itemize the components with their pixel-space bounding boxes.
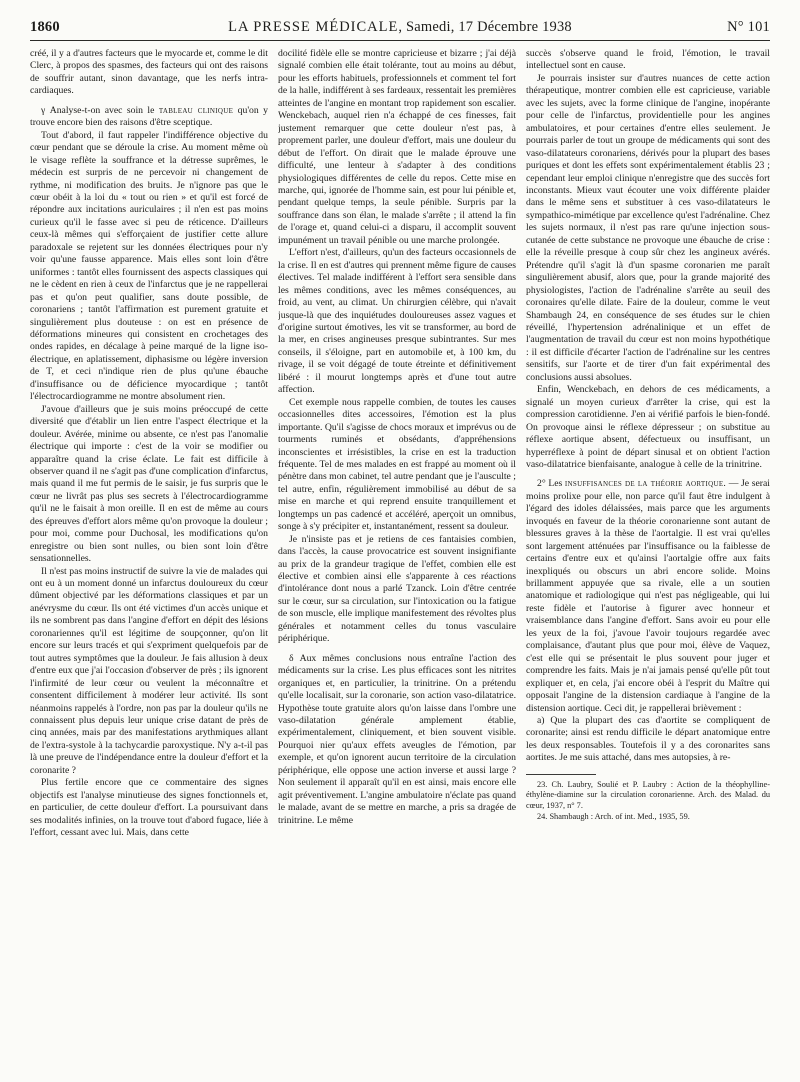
body-paragraph: Il n'est pas moins instructif de suivre la vie de malades qui ont eu à un moment donné un infarctus douloureux du cœur dûment objectivé par les déformations classiques et par un anévrysme du cœur. Ils ont été victimes d'un accès unique et ils ne sombrent pas dans l'angine d'effort en dépit des lésions coronariennes qu'il est légitime de soupçonner, qu'on lit encore sur leurs tracés et qui s'expriment quelquefois par de tout autres symptômes que la douleur. Je fais allusion à deux d'entre eux que j'ai l'occasion d'observer de près ; ils ignorent l'infirmité de leur cœur ou veulent la méconnaître et consentent difficilement à modérer leur activité. Ils sont néanmoins rappelés à l'ordre, non pas par la douleur qu'ils ne connaissent plus depuis leur unique crise datant de près de cinq années, mais par des manifestations arythmiques allant de l'extra-systole à la tachycardie paroxystique. N'y a-t-il pas là une preuve de l'indépendance entre la douleur d'effort et la coronarite ?	[30, 565, 268, 776]
body-paragraph: J'avoue d'ailleurs que je suis moins préoccupé de cette diversité que d'établir un lien entre l'aspect électrique et la douleur. Avérée, minime ou absente, ce n'est pas l'anomalie électrique qui importe : c'est de la voir se modifier ou apparaître quand la crise éclate. Le fait est difficile à observer quand il ne s'agit pas d'une complication d'infarctus, mais quand il me fut permis de le saisir, je fus surpris que le cœur ne livrât pas plus ses secrets à l'électrocardiogramme qu'il ne le faisait à mon oreille. Il en est de même au cours des épreuves d'effort alors même qu'on provoque la douleur ; pour moi, comme pour Duchosal, les modifications qu'on enregistre ou bien sont nulles, ou bien sont loin d'être sensationnelles.	[30, 403, 268, 565]
body-paragraph: Je pourrais insister sur d'autres nuances de cette action thérapeutique, montrer combien elle est capricieuse, variable avec les sujets, avec la forme clinique de l'angine, inopérante pour celle de l'infarctus, providentielle pour les angines ambulatoires, et pour certaines d'entre elles seulement. Je pourrais parler de tout un groupe de médicaments qui sont des vaso-dilatateurs coronariens, dérivés pour la plupart des bases puriques et dont les effets sont expérimentalement établis 23 ; cependant leur emploi clinique n'enregistre que des succès fort inconstants. Mieux vaut écouter une voix différente plaider dans le même sens et substituer à ces vaso-dilatateurs le sympathico-mimétique par excellence qu'est l'adrénaline. Chez les sujets normaux, il n'est pas rare qu'une injection sous-cutanée de cette substance ne provoque une ébauche de crise : elle la réveille presque à coup sûr chez les angineux avérés. Prétendre qu'il s'agit là d'un spasme coronarien me paraît singulièrement abusif, alors que, pour la grande majorité des physiologistes, l'action de l'adrénaline s'arrête au seuil des coronaires qu'elle dilate. Faire de la douleur, comme le veut Shambaugh 24, en conséquence de ses études sur le chien réveillé, l'hypertension adrénalinique et un effet de l'augmentation de travail du cœur est non moins hypothétique : il est difficile d'écarter l'action de l'adrénaline sur les centres sensitifs, sur l'aorte et de tirer d'un fait expérimental des conclusions aussi absolues.	[526, 72, 770, 383]
body-paragraph: créé, il y a d'autres facteurs que le myocarde et, comme le dit Clerc, à propos des spasmes, des facteurs qui ont des raisons de souffrir autant, sinon davantage, que les nerfs intra-cardiaques.	[30, 48, 268, 97]
body-paragraph: Cet exemple nous rappelle combien, de toutes les causes occasionnelles dites accessoires, l'émotion est la plus importante. Qu'il s'agisse de chocs moraux et imprévus ou de tourments ruminés et obsédants, d'appréhensions inconscientes et irrésistibles, la crise en est la traduction fréquente. Tel de mes malades en est frappé au moment où il pénètre dans mon cabinet, tel autre pendant que je l'ausculte ; tel autre, enfin, régulièrement immobilisé au début de sa mise en marche et qui reprend ensuite tranquillement et longtemps un pas cadencé et accéléré, aperçoit un omnibus, songe à s'y précipiter et, instantanément, ressent sa douleur.	[278, 396, 516, 533]
header-title	[30, 18, 770, 36]
section-lead: γ Analyse-t-on avec soin le	[41, 104, 155, 116]
paragraph-text: — Je serai moins prolixe pour elle, non parce qu'il faut être indulgent à l'égard des idoles délaissées, mais parce que les arguments invoqués en faveur de la théorie coronarienne sont autant de blessures graves à la thèse de l'aortalgie. Il est vrai qu'elles sont largement atténuées par l'insuffisance ou la faiblesse de certains d'entre eux et qu'ainsi l'aortalgie offre aux faits inexpliqués ou obscurs un abri encore solide. Moins brillamment appuyée que sa rivale, elle a un soutien anatomique et radiologique qui n'est pas négligeable, qui lui reste fidèle et l'autorise à figurer avec honneur et vraisemblance dans l'angine d'effort. Sans avoir eu pour elle les yeux de la foi, j'avoue l'avoir toujours regardée avec complaisance, d'autant plus que pour moi, élève de Vaquez, c'est elle qui se présentait le plus souvent pour juger et comprendre les faits. Mais je n'ai jamais pensé qu'elle pût tout expliquer et, en cela, j'ai encore obéi à l'esprit du Maître qui opposait l'angine de la distension cardiaque à l'angine de la distension aortique. Ceci dit, je rappellerai brièvement :	[526, 478, 770, 714]
body-paragraph: Je n'insiste pas et je retiens de ces fantaisies combien, dans l'accès, la cause provocatrice est souvent insignifiante au prix de la grandeur tragique de l'effet, combien elle est élective et combien ainsi elle s'apparente à ces réactions d'intolérance dont nous a parlé Tzanck. Loin d'être centrée sur le cœur, sur sa circulation, sur l'intoxication ou la fatigue de son muscle, elle implique manifestement des révoltes plus générales et notamment celles du tonus vasculaire périphérique.	[278, 533, 516, 645]
body-paragraph: a) Que la plupart des cas d'aortite se compliquent de coronarite; ainsi est rendu difficile le départ anatomique entre les deux responsables. Toutefois il y a des coronarites sans aortites. Je me suis attaché, dans mes autopsies, à re-	[526, 715, 770, 764]
body-paragraph: L'effort n'est, d'ailleurs, qu'un des facteurs occasionnels de la crise. Il en est d'autres qui prennent même figure de causes électives. Tel malade indifférent à l'effort sera sensible dans les mêmes conditions, avec les mêmes conséquences, au froid, au vent, au climat. Un chirurgien célèbre, qui n'avait jusque-là que des inquiétudes douloureuses assez vagues et d'origine surtout émotives, les vit se transformer, au bord de la mer, en crises angineuses presque subintrantes. Sur mes conseils, il s'éloigne, part en automobile et, à 100 km, du rivage, il se voit dégagé de toute étreinte et définitivement libéré : il mourut longtemps après et d'une tout autre affection.	[278, 247, 516, 396]
body-paragraph	[30, 105, 268, 130]
body-paragraph: Tout d'abord, il faut rappeler l'indifférence objective du cœur pendant que se déroule la crise. Au moment même où le visage reflète la souffrance et la détresse suprêmes, le médecin est surpris de ne percevoir ni changement de rythme, ni modification des bruits. Je n'ignore pas que le cœur obéit à la loi du « tout ou rien » et qu'il est forcé de répondre aux incitations auriculaires ; il n'en est pas moins curieux qu'il le fasse avec si peu de réticence. D'ailleurs ceux-là mêmes qui s'efforçaient de justifier cette allure paradoxale se rejetent sur les données électriques pour n'y voir qu'une fausse apparence. Mais elles sont loin d'être uniformes : tantôt elles fournissent des aspects classiques qui ne le cèdent en rien à ceux de l'infarctus que je ne rappellerai pas et qu'on peut qualifier, sans doute possible, de coronariens ; tantôt l'affirmation est purement gratuite et singulièrement plus douteuse : on est en présence de déformations mineures qui consistent en crochetages des ondes rapides, en décalage à peine marqué de la ligne iso-électrique, en aplatissement, diphasisme ou légère inversion de T, et ceci n'indique rien de plus qu'une ébauche d'insuffisance ou de déficience myocardique ; tantôt l'électrocardiogramme ne montre absolument rien.	[30, 129, 268, 403]
section-heading: insuffisances de la théorie aortique.	[564, 478, 727, 490]
header-rule	[30, 40, 770, 41]
body-paragraph: Enfin, Wenckebach, en dehors de ces médicaments, a signalé un moyen curieux d'arrêter la crise, qui est la compression carotidienne. J'en ai vérifié parfois le bien-fondé. On provoque ainsi le réflexe dépresseur ; on substitue au réflexe aortique absent, défectueux ou insuffisant, un hyperréflexe à point de départ sinusal et on obtient l'action vaso-dilatatrice bienfaisante, analogue à celle de la trinitrine.	[526, 384, 770, 470]
paragraph-text: qu'on y trouve encore bien des raisons d'être sceptique.	[30, 104, 268, 129]
text-column-right	[526, 48, 770, 1068]
body-paragraph	[526, 478, 770, 715]
footnotes	[526, 780, 770, 822]
body-paragraph: δ Aux mêmes conclusions nous entraîne l'action des médicaments sur la crise. Les plus efficaces sont les nitrites organiques et, en particulier, la trinitrine. On a prétendu qu'elle localisait, sur la coronarie, son action vaso-dilatatrice. Hypothèse toute gratuite alors qu'on laisse dans l'ombre une vaso-dilatation générale amplement établie, expérimentalement, cliniquement, et bien souvent visible. Pourquoi nier qu'aux effets aveugles de l'émotion, par exemple, et qu'on ignorent aucun territoire de la circulation périphérique, elle oppose une action inverse et aussi large ? Non seulement il apparaît qu'il en est ainsi, mais encore elle agit préventivement. L'angine ambulatoire n'éclate pas quand le malade, avant de se mettre en marche, a pris sa dragée de trinitrine. Le même	[278, 652, 516, 826]
page-number: 1860	[30, 19, 60, 35]
footnote: 24. Shambaugh : Arch. of int. Med., 1935, 59.	[537, 811, 690, 821]
issue-number: N° 101	[727, 19, 770, 35]
footnote: 23. Ch. Laubry, Soulié et P. Laubry : Action de la théophylline-éthylène-diamine sur la circulation coronarienne. Arch. des Malad. du cœur, 1937, n° 7.	[526, 779, 770, 811]
body-paragraph: succès s'observe quand le froid, l'émotion, le travail intellectuel sont en cause.	[526, 48, 770, 72]
issue-date: Samedi, 17 Décembre 1938	[406, 19, 572, 35]
text-column-left	[30, 48, 268, 1068]
body-paragraph: Plus fertile encore que ce commentaire des signes objectifs est l'analyse minutieuse des signes fonctionnels et, en particulier, de cette douleur d'effort. La poursuivant dans ses modalités infinies, on la trouve tout d'abord fugace, liée à l'effort, cessant avec lui. Mais, dans cette	[30, 777, 268, 839]
running-header	[30, 18, 770, 36]
text-column-middle	[278, 48, 516, 1068]
body-paragraph: docilité fidèle elle se montre capricieuse et bizarre ; j'ai déjà signalé combien elle était tolérante, tout au moins au début, pour les efforts habituels, professionnels et comment tel fort de la halle, indifférent à ses fardeaux, ressentait les premières atteintes de l'angine en montant trop rapidement son escalier. Wenckebach, auquel rien n'a échappé de ces finesses, fait justement remarquer que cette douleur n'est pas, à proprement parler, une douleur d'effort, mais une douleur du début de l'effort. On dirait que le malade éprouve une difficulté, une lenteur à s'adapter à des conditions physiologiques différentes de celle du repos. Cette mise en marche, qui, ignorée de l'homme sain, est pour lui pénible et, pendant quelque temps, la seule pénible. Surpris par la souffrance dans son élan, le malade s'arrête ; il attend la fin de l'orage et, quand celui-ci a disparu, il accomplit souvent impunément un travail pénible ou une marche prolongée.	[278, 48, 516, 246]
section-lead: 2° Les	[537, 478, 563, 490]
section-heading: tableau clinique	[158, 104, 234, 116]
header-separator: ,	[398, 19, 407, 35]
footnote-rule	[526, 774, 596, 775]
publication-name: LA PRESSE MÉDICALE	[228, 19, 399, 35]
